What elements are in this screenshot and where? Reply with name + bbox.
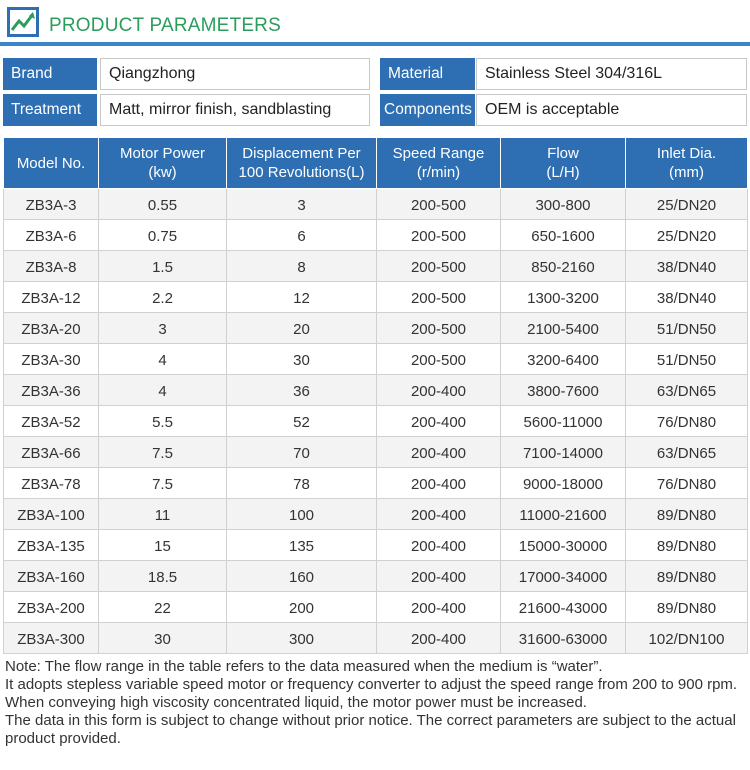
table-header — [4, 138, 748, 189]
table-cell: 200-400 — [377, 592, 501, 623]
table-cell: 2.2 — [99, 282, 227, 313]
column-header — [227, 138, 377, 189]
table-cell: ZB3A-200 — [4, 592, 99, 623]
table-cell: ZB3A-300 — [4, 623, 99, 654]
table-cell: 200-400 — [377, 623, 501, 654]
table-cell: 200-400 — [377, 375, 501, 406]
page-header — [0, 0, 750, 48]
table-cell: 0.55 — [99, 189, 227, 220]
table-cell: 89/DN80 — [626, 592, 748, 623]
table-cell: 2100-5400 — [501, 313, 626, 344]
table-row — [4, 189, 748, 220]
table-cell: 102/DN100 — [626, 623, 748, 654]
note-line: The data in this form is subject to change without prior notice. The correct parameters are subject to the actual product provided. — [5, 712, 736, 747]
table-cell: 89/DN80 — [626, 530, 748, 561]
table-cell: 200-400 — [377, 530, 501, 561]
table-row — [4, 406, 748, 437]
table-cell: 20 — [227, 313, 377, 344]
table-cell: 850-2160 — [501, 251, 626, 282]
table-cell: 200-400 — [377, 406, 501, 437]
column-header-text: 100 Revolutions(L) — [238, 164, 365, 181]
table-body — [4, 189, 748, 654]
table-cell: 63/DN65 — [626, 375, 748, 406]
components-value: OEM is acceptable — [476, 94, 747, 126]
table-cell: 17000-34000 — [501, 561, 626, 592]
material-label: Material — [380, 58, 475, 90]
table-row — [4, 437, 748, 468]
column-header — [4, 138, 99, 189]
column-header — [99, 138, 227, 189]
column-header-text: Motor Power — [119, 145, 206, 162]
table-cell: 5.5 — [99, 406, 227, 437]
table-cell: 12 — [227, 282, 377, 313]
column-header-text: (r/min) — [416, 164, 461, 181]
table-cell: 9000-18000 — [501, 468, 626, 499]
table-row — [4, 251, 748, 282]
table-cell: 15000-30000 — [501, 530, 626, 561]
table-cell: 300-800 — [501, 189, 626, 220]
table-cell: 200-500 — [377, 282, 501, 313]
column-header-text: Flow — [547, 145, 579, 162]
table-cell: ZB3A-52 — [4, 406, 99, 437]
table-cell: 4 — [99, 375, 227, 406]
table-cell: 51/DN50 — [626, 313, 748, 344]
column-header-text: (L/H) — [546, 164, 580, 181]
note-line: It adopts stepless variable speed motor or frequency converter to adjust the speed range from 200 to 900 rpm. When conveying high viscosity concentrated liquid, the motor power must be increased. — [5, 676, 738, 711]
table-cell: 3800-7600 — [501, 375, 626, 406]
table-cell: ZB3A-160 — [4, 561, 99, 592]
page-title: PRODUCT PARAMETERS — [49, 15, 281, 36]
column-header-text: (mm) — [669, 164, 704, 181]
info-row-brand — [3, 58, 370, 90]
header-divider — [0, 42, 750, 46]
column-header-text: Inlet Dia. — [656, 145, 717, 162]
table-cell: 11000-21600 — [501, 499, 626, 530]
table-cell: 78 — [227, 468, 377, 499]
table-cell: ZB3A-78 — [4, 468, 99, 499]
table-header-row — [4, 138, 748, 189]
table-cell: 3200-6400 — [501, 344, 626, 375]
treatment-value: Matt, mirror finish, sandblasting — [100, 94, 370, 126]
info-row-treatment — [3, 94, 370, 126]
table-cell: 52 — [227, 406, 377, 437]
table-cell: 200-400 — [377, 561, 501, 592]
table-cell: ZB3A-66 — [4, 437, 99, 468]
brand-value: Qiangzhong — [100, 58, 370, 90]
table-cell: 8 — [227, 251, 377, 282]
column-header — [626, 138, 748, 189]
table-cell: 3 — [227, 189, 377, 220]
table-cell: 1.5 — [99, 251, 227, 282]
table-cell: 38/DN40 — [626, 282, 748, 313]
column-header — [377, 138, 501, 189]
column-header-text: Speed Range — [392, 145, 485, 162]
table-cell: ZB3A-36 — [4, 375, 99, 406]
table-row — [4, 313, 748, 344]
table-cell: 7100-14000 — [501, 437, 626, 468]
table-cell: 135 — [227, 530, 377, 561]
components-label: Components — [380, 94, 475, 126]
table-cell: ZB3A-8 — [4, 251, 99, 282]
table-cell: 30 — [99, 623, 227, 654]
table-cell: 31600-63000 — [501, 623, 626, 654]
table-row — [4, 561, 748, 592]
table-cell: 200-500 — [377, 189, 501, 220]
notes-section — [5, 658, 745, 748]
table-cell: 300 — [227, 623, 377, 654]
table-cell: 160 — [227, 561, 377, 592]
parameters-table — [3, 137, 748, 654]
material-value: Stainless Steel 304/316L — [476, 58, 747, 90]
table-cell: 25/DN20 — [626, 220, 748, 251]
table-cell: 200-500 — [377, 220, 501, 251]
table-cell: 200-400 — [377, 499, 501, 530]
table-cell: 200-400 — [377, 437, 501, 468]
table-row — [4, 530, 748, 561]
table-cell: 18.5 — [99, 561, 227, 592]
table-cell: 22 — [99, 592, 227, 623]
table-cell: 3 — [99, 313, 227, 344]
table-cell: 7.5 — [99, 437, 227, 468]
table-cell: 200-500 — [377, 251, 501, 282]
column-header-text: Displacement Per — [242, 145, 361, 162]
table-cell: ZB3A-6 — [4, 220, 99, 251]
table-cell: 70 — [227, 437, 377, 468]
column-header — [501, 138, 626, 189]
table-cell: 25/DN20 — [626, 189, 748, 220]
table-cell: 38/DN40 — [626, 251, 748, 282]
info-row-material — [380, 58, 747, 90]
table-row — [4, 375, 748, 406]
table-cell: 0.75 — [99, 220, 227, 251]
table-cell: 51/DN50 — [626, 344, 748, 375]
column-header-text: Model No. — [16, 154, 86, 172]
column-header-text: (kw) — [148, 164, 177, 181]
table-cell: 36 — [227, 375, 377, 406]
table-row — [4, 468, 748, 499]
table-cell: 200-500 — [377, 313, 501, 344]
chart-trend-logo-icon — [6, 6, 40, 38]
table-cell: 1300-3200 — [501, 282, 626, 313]
table-cell: 63/DN65 — [626, 437, 748, 468]
table-row — [4, 220, 748, 251]
brand-label: Brand — [3, 58, 97, 90]
table-cell: 200 — [227, 592, 377, 623]
table-cell: 4 — [99, 344, 227, 375]
table-cell: 21600-43000 — [501, 592, 626, 623]
table-cell: 89/DN80 — [626, 561, 748, 592]
table-row — [4, 344, 748, 375]
table-cell: 15 — [99, 530, 227, 561]
table-cell: 30 — [227, 344, 377, 375]
table-cell: ZB3A-20 — [4, 313, 99, 344]
table-cell: 200-400 — [377, 468, 501, 499]
table-cell: 89/DN80 — [626, 499, 748, 530]
table-cell: 11 — [99, 499, 227, 530]
table-row — [4, 499, 748, 530]
note-line: Note: The flow range in the table refers to the data measured when the medium is “water”. — [5, 658, 603, 675]
treatment-label: Treatment — [3, 94, 97, 126]
table-cell: ZB3A-100 — [4, 499, 99, 530]
table-cell: ZB3A-3 — [4, 189, 99, 220]
table-row — [4, 623, 748, 654]
table-row — [4, 282, 748, 313]
table-row — [4, 592, 748, 623]
table-cell: 76/DN80 — [626, 406, 748, 437]
table-cell: ZB3A-135 — [4, 530, 99, 561]
info-row-components — [380, 94, 747, 126]
table-cell: 6 — [227, 220, 377, 251]
table-cell: 100 — [227, 499, 377, 530]
table-cell: ZB3A-12 — [4, 282, 99, 313]
table-cell: 200-500 — [377, 344, 501, 375]
table-cell: 650-1600 — [501, 220, 626, 251]
table-cell: 5600-11000 — [501, 406, 626, 437]
table-cell: ZB3A-30 — [4, 344, 99, 375]
table-cell: 7.5 — [99, 468, 227, 499]
table-cell: 76/DN80 — [626, 468, 748, 499]
